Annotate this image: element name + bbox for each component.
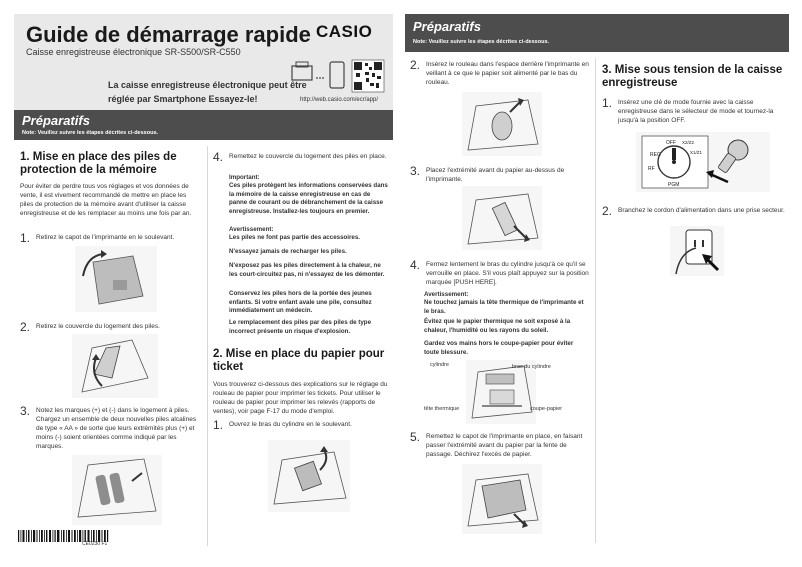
s3-step-2 (602, 204, 792, 218)
dial-label-x1z1: X1/Z1 (690, 150, 703, 155)
label-tete-thermique: tête thermique (424, 406, 460, 412)
s2-step-3-text: Placez l'extrémité avant du papier au-dessus de l'imprimante. (426, 167, 565, 183)
dial-label-x2z2: X2/Z2 (682, 140, 695, 145)
prep-note-right: Note: Veuillez suivre les étapes décrites ci-dessous. (413, 39, 550, 45)
label-bras-cylindre: bras du cylindre (512, 364, 551, 370)
s2-step-1-text: Ouvrez le bras du cylindre en le soulevant. (229, 421, 352, 428)
smartphone-icon (330, 62, 344, 88)
s1-step-3-num: 3. (20, 404, 31, 418)
page-title: Guide de démarrage rapide (26, 22, 311, 47)
s3-step-2-text: Branchez le cordon d'alimentation dans une prise secteur. (618, 207, 785, 214)
dial-label-pgm: PGM (668, 182, 680, 188)
dial-label-off: OFF (666, 140, 676, 146)
s1-warn-4: Conservez les piles hors de la portée des jeunes enfants. Si votre enfant avale une pile, consultez immédiatement un médecin. (229, 290, 372, 315)
s2-step-4-num: 4. (410, 258, 421, 272)
s2-step-2-text: Insérez le rouleau dans l'espace derrière l'imprimante en veillant à ce que le papier soit alimenté par le bas du rouleau. (426, 61, 589, 86)
s3-step-1-num: 1. (602, 96, 613, 110)
s3-step-1 (602, 96, 792, 125)
battery-insert-illustration (72, 455, 162, 525)
s2-warn-2: Évitez que le papier thermique ne soit exposé à la chaleur, l'humidité ou les rayons du soleil. (424, 318, 571, 334)
dial-label-reg: REG (650, 152, 661, 158)
s2-step-5 (410, 430, 590, 459)
s1-step-4-num: 4. (213, 150, 224, 164)
important-label: Important: (229, 174, 260, 181)
s1-step-2-num: 2. (20, 320, 31, 334)
s1-step-4-text: Remettez le couvercle du logement des piles en place. (229, 153, 387, 160)
prep-title-right: Préparatifs (413, 19, 481, 34)
s3-step-1-text: Insérez une clé de mode fournie avec la caisse enregistreuse dans le sélecteur de mode et tournez-la jusqu'à la position OFF. (618, 99, 774, 124)
s2-step-3 (410, 164, 590, 184)
s2-step-2 (410, 58, 590, 87)
section3-heading: 3. Mise sous tension de la caisse enregistreuse (602, 64, 783, 89)
prep-bar-right (405, 14, 789, 52)
prep-note-left: Note: Veuillez suivre les étapes décrites ci-dessous. (22, 130, 159, 136)
s2-step-5-text: Remettez le capot de l'imprimante en place, en faisant passer l'extrémité avant du papier par la fente de passage. Déchirez l'excès de papier. (426, 433, 583, 458)
s1-warning-label: Avertissement: (229, 226, 274, 233)
s2-step-5-num: 5. (410, 430, 421, 444)
section1-heading: 1. Mise en place des piles de protection de la mémoire (20, 151, 177, 176)
mode-key-illustration (636, 132, 770, 192)
column-divider-left (207, 146, 208, 546)
prep-title-left: Préparatifs (22, 113, 90, 128)
s1-step-3-text: Notez les marques (+) et (-) dans le logement à piles. Chargez un ensemble de deux nouvelles piles alcalines de type « AA » de sorte que leurs extrémités plus (+) et moins (-) soient orientées comme indiqué par les marques. (36, 407, 197, 450)
s1-step-2-text: Retirez le couvercle du logement des piles. (36, 323, 160, 330)
cylinder-arm-illustration (268, 440, 350, 512)
prep-bar-left (14, 110, 393, 140)
section1-intro: Pour éviter de perdre tous vos réglages et vos données de vente, il est vivement recommandé de mettre en place les piles de protection de la mémoire avant d'utiliser la caisse enregistreuse et de les remplacer au moins une fois par an. (20, 183, 192, 217)
s1-warn-3: N'exposez pas les piles directement à la chaleur, ne les court-circuitez pas, ni n'essayez de les démonter. (229, 262, 385, 278)
paper-feed-illustration (462, 186, 542, 250)
label-coupe-papier: coupe-papier (530, 406, 563, 412)
app-url[interactable]: http://web.casio.com/ecr/app/ (300, 97, 379, 103)
s1-step-1-num: 1. (20, 231, 31, 245)
barcode-text: CE0230 F1 (82, 541, 108, 547)
s2-step-2-num: 2. (410, 58, 421, 72)
paper-roll-illustration (462, 92, 542, 156)
s2-step-3-num: 3. (410, 164, 421, 178)
column-divider-right (595, 58, 596, 543)
s2-step-1-num: 1. (213, 418, 224, 432)
s2-step-4 (410, 258, 590, 287)
s1-step-2 (20, 320, 202, 334)
s1-warn-2: N'essayez jamais de recharger les piles. (229, 248, 347, 255)
printer-cover-illustration (75, 246, 157, 312)
s2-step-1 (213, 418, 391, 432)
important-text: Ces piles protègent les informations conservées dans la mémoire de la caisse enregistreuse en cas de panne de courant ou de débranchement de la caisse enregistreuse. Installez-les toujours en premier. (229, 182, 388, 215)
label-cylindre: cylindre (430, 362, 449, 368)
casio-logo: CASIO (316, 22, 373, 41)
s3-step-2-num: 2. (602, 204, 613, 218)
s1-step-3 (20, 404, 202, 451)
s1-warning-text: Les piles ne font pas partie des accessoires. (229, 234, 361, 241)
dial-label-rf: RF (648, 166, 655, 172)
s2-warn-3: Gardez vos mains hors le coupe-papier pour éviter toute blessure. (424, 340, 574, 356)
s1-step-1 (20, 231, 202, 245)
power-outlet-illustration (670, 226, 724, 276)
printer-cover-close-illustration (462, 464, 542, 534)
s1-step-1-text: Retirez le capot de l'imprimante en le soulevant. (36, 234, 175, 241)
page-subtitle: Caisse enregistreuse électronique SR-S500/SR-C550 (26, 47, 241, 57)
battery-lid-illustration (72, 334, 158, 398)
s2-step-4-text: Fermez lentement le bras du cylindre jusqu'à ce qu'il se verrouille en place. S'il vous plaît appuyez sur la position marquée [PUSH HERE]. (426, 261, 589, 286)
smartphone-promo: La caisse enregistreuse électronique peut être réglée par Smartphone Essayez-le! (108, 80, 307, 104)
s2-warning-label: Avertissement: (424, 291, 469, 298)
section2-heading: 2. Mise en place du papier pour ticket (213, 348, 385, 373)
section2-intro: Vous trouverez ci-dessous des explications sur le réglage du rouleau de papier pour imprimer les tickets. Pour utiliser le rouleau de papier pour imprimer les relevés (rapports de ventes), voir page F-17 du mode d'emploi. (213, 381, 388, 415)
s1-warn-5: Le remplacement des piles par des piles de type incorrect présente un risque d'explosion. (229, 319, 372, 335)
s1-step-4 (213, 150, 391, 164)
s2-warning-text: Ne touchez jamais la tête thermique de l'imprimante et le bras. (424, 299, 584, 315)
